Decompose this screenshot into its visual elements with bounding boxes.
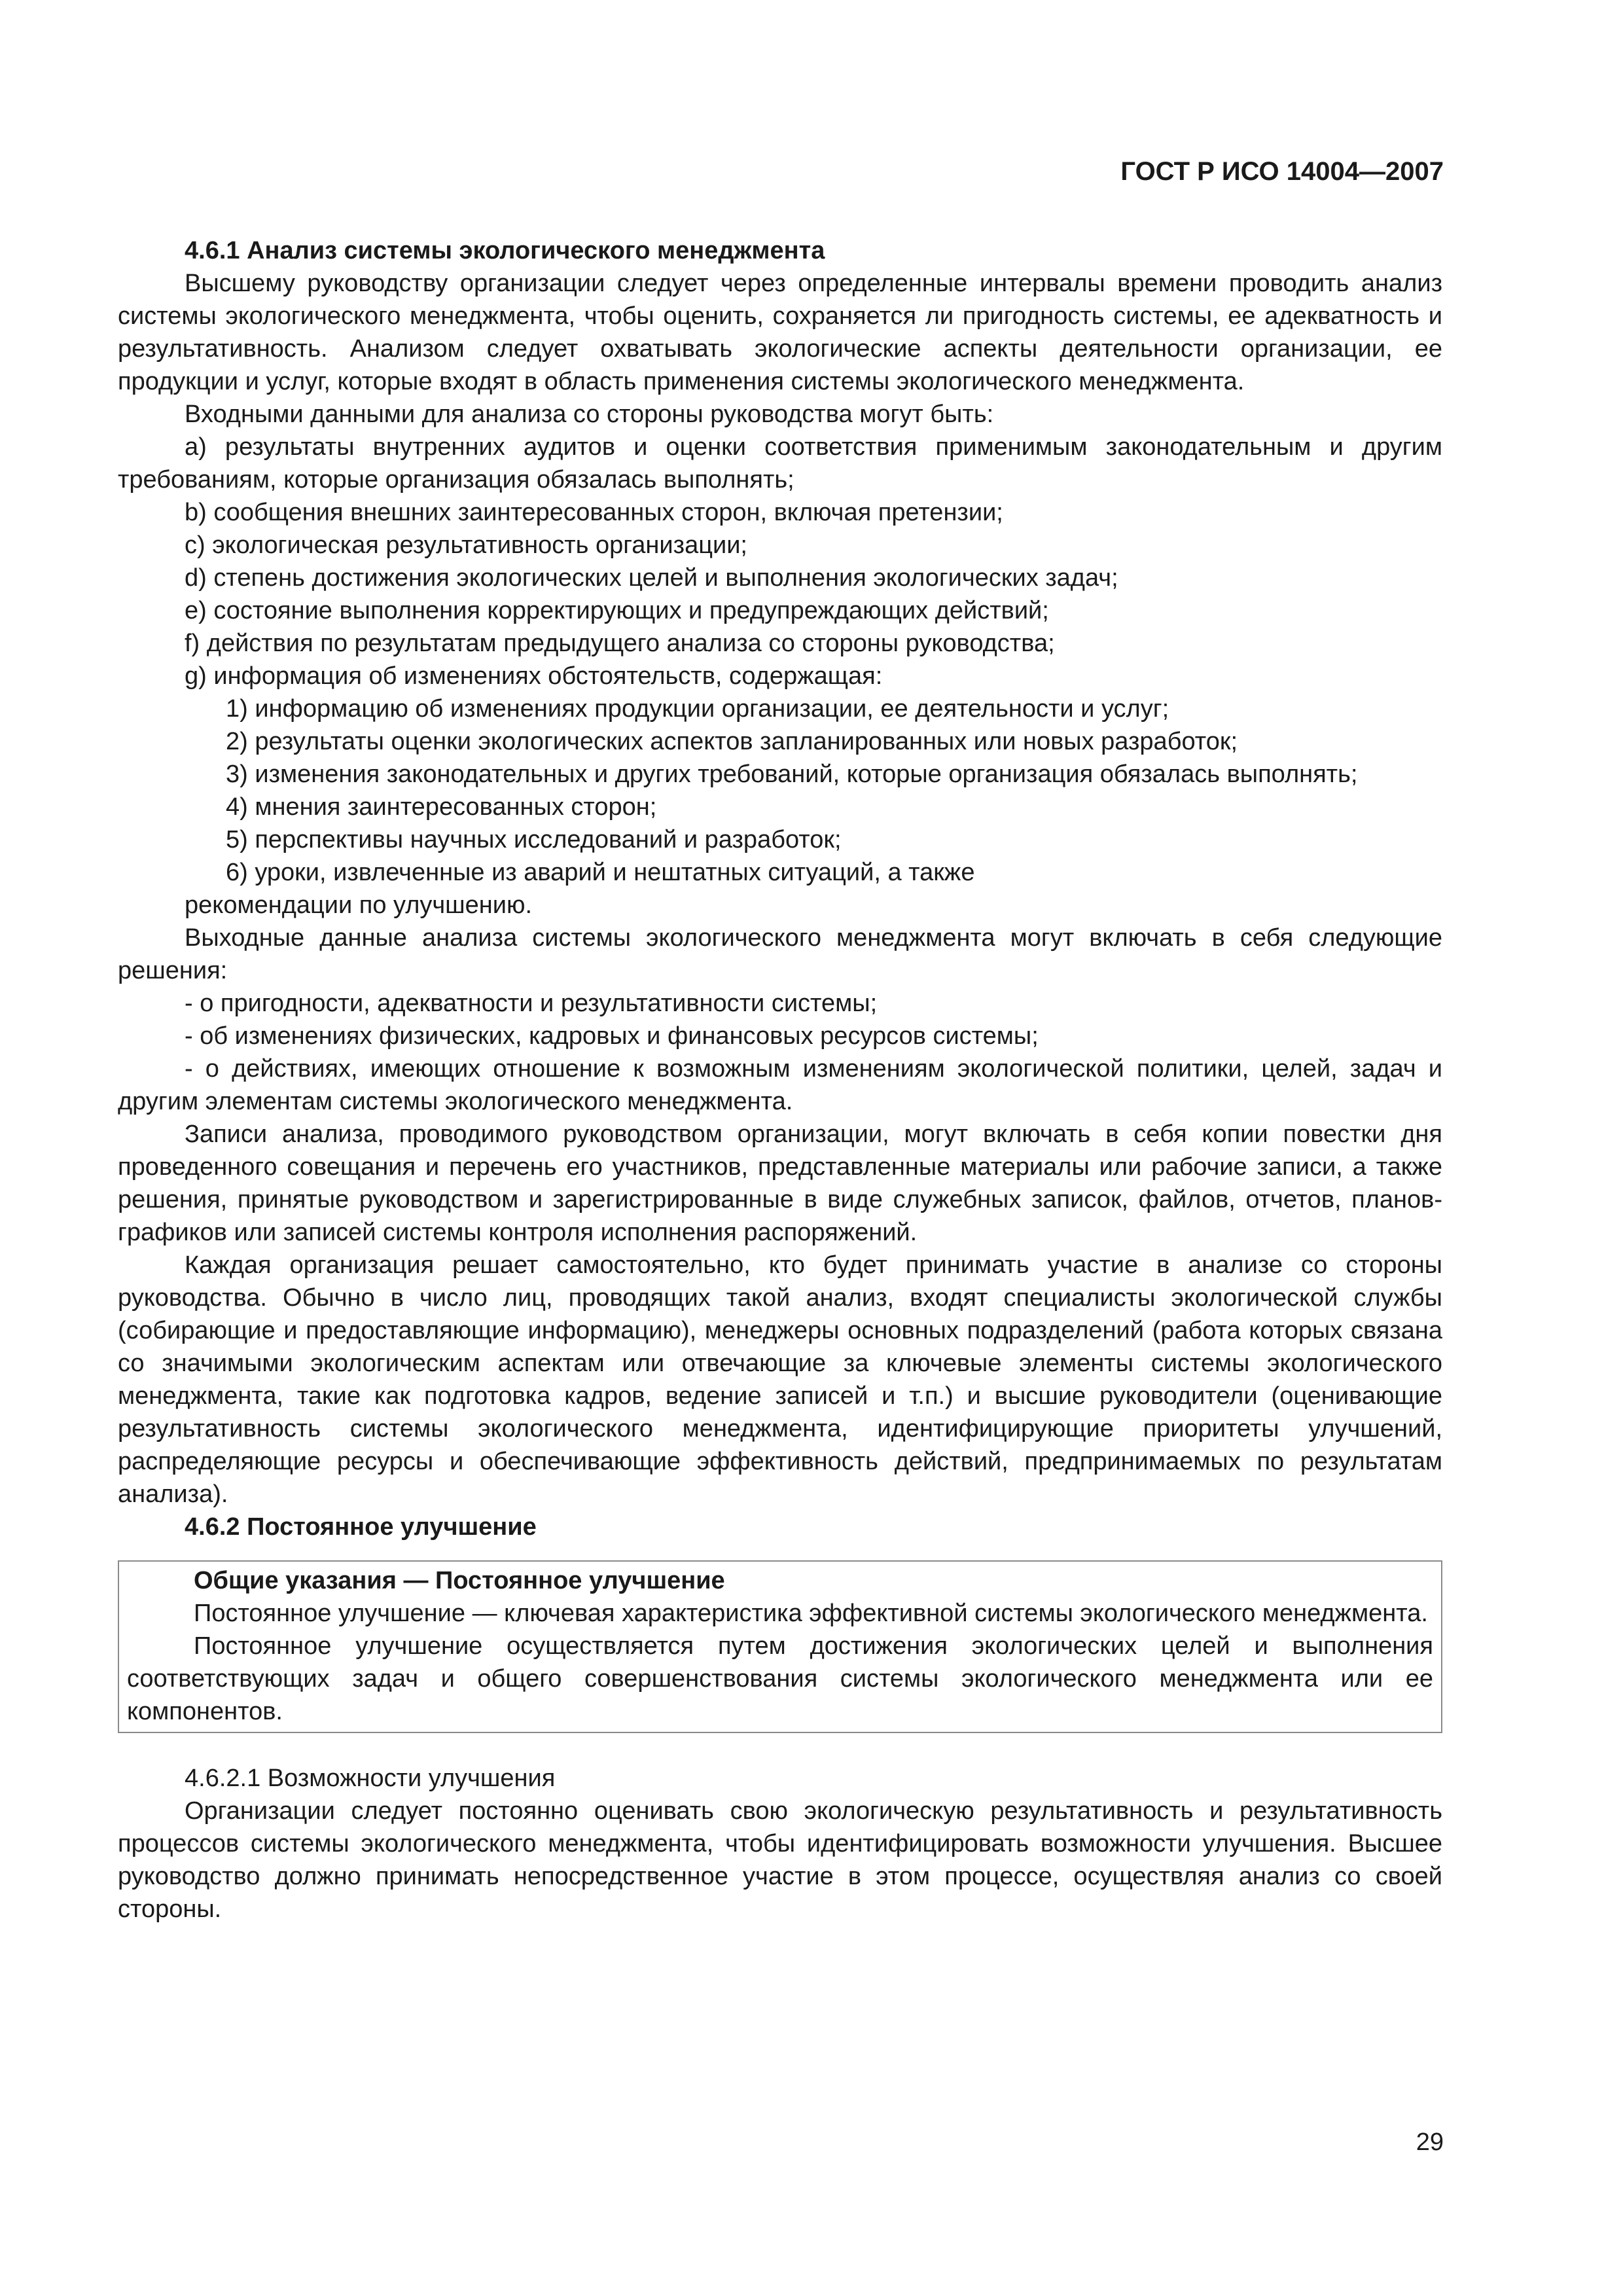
sub-list-item: 6) уроки, извлеченные из аварий и нештатных ситуаций, а также — [226, 859, 975, 886]
list-item: g) информация об изменениях обстоятельств, содержащая: — [185, 662, 883, 690]
guidance-paragraph: Постоянное улучшение — ключевая характеристика эффективной системы экологического менеджмента. — [194, 1600, 1428, 1627]
list-item: b) сообщения внешних заинтересованных сторон, включая претензии; — [185, 499, 1003, 526]
dash-item: - о действиях, имеющих отношение к возможным изменениям экологической политики, целей, задач и другим элементам системы экологического менеджмента. — [118, 1055, 1442, 1115]
sub-list-item: 5) перспективы научных исследований и разработок; — [226, 826, 842, 853]
paragraph: Организации следует постоянно оценивать свою экологическую результативность и результативность процессов системы экологического менеджмента, чтобы идентифицировать возможности улучшения. Высшее руководство должно принимать непосредственное участие в этом процессе, осуществляя анализ со своей стороны. — [118, 1797, 1442, 1923]
sub-list-item: 1) информацию об изменениях продукции организации, ее деятельности и услуг; — [226, 695, 1169, 723]
sub-list-item: 4) мнения заинтересованных сторон; — [226, 793, 657, 821]
guidance-box-title: Общие указания — Постоянное улучшение — [194, 1567, 725, 1594]
list-item: с) экологическая результативность организации; — [185, 531, 747, 559]
section-heading-4-6-1: 4.6.1 Анализ системы экологического менеджмента — [185, 237, 825, 264]
paragraph: Входными данными для анализа со стороны руководства могут быть: — [185, 401, 994, 428]
paragraph: Каждая организация решает самостоятельно, кто будет принимать участие в анализе со стороны руководства. Обычно в число лиц, проводящих такой анализ, входят специалисты экологической службы (собирающие и предоставляющие информацию), менеджеры основных подразделений (работа которых связана со значимыми экологическим аспектам или отвечающие за ключевые элементы системы экологического менеджмента, такие как подготовка кадров, ведение записей и т.п.) и высшие руководители (оценивающие результативность системы экологического менеджмента, идентифицирующие приоритеты улучшений, распределяющие ресурсы и обеспечивающие эффективность действий, предпринимаемых по результатам анализа). — [118, 1251, 1442, 1508]
dash-item: - об изменениях физических, кадровых и финансовых ресурсов системы; — [185, 1022, 1039, 1050]
list-item: а) результаты внутренних аудитов и оценки соответствия применимым законодательным и другим требованиям, которые организация обязалась выполнять; — [118, 433, 1442, 493]
paragraph: Выходные данные анализа системы экологического менеджмента могут включать в себя следующие решения: — [118, 924, 1442, 984]
paragraph: Записи анализа, проводимого руководством организации, могут включать в себя копии повестки дня проведенного совещания и перечень его участников, представленные материалы или рабочие записи, а также решения, принятые руководством и зарегистрированные в виде служебных записок, файлов, отчетов, планов-графиков или записей системы контроля исполнения распоряжений. — [118, 1121, 1442, 1246]
list-item: f) действия по результатам предыдущего анализа со стороны руководства; — [185, 630, 1055, 657]
section-heading-4-6-2: 4.6.2 Постоянное улучшение — [185, 1513, 537, 1541]
subsection-heading-4-6-2-1: 4.6.2.1 Возможности улучшения — [185, 1765, 556, 1792]
sub-list-item: 2) результаты оценки экологических аспектов запланированных или новых разработок; — [226, 728, 1238, 755]
page-number: 29 — [1416, 2128, 1444, 2156]
list-item: рекомендации по улучшению. — [185, 891, 533, 919]
paragraph: Высшему руководству организации следует через определенные интервалы времени проводить анализ системы экологического менеджмента, чтобы оценить, сохраняется ли пригодность системы, ее адекватность и результативность. Анализом следует охватывать экологические аспекты деятельности организации, ее продукции и услуг, которые входят в область применения системы экологического менеджмента. — [118, 270, 1442, 395]
list-item: d) степень достижения экологических целей и выполнения экологических задач; — [185, 564, 1118, 592]
guidance-paragraph: Постоянное улучшение осуществляется путем достижения экологических целей и выполнения соответствующих задач и общего совершенствования системы экологического менеджмента или ее компонентов. — [127, 1632, 1433, 1725]
dash-item: - о пригодности, адекватности и результативности системы; — [185, 990, 878, 1017]
sub-list-item: 3) изменения законодательных и других требований, которые организация обязалась выполнять; — [226, 761, 1358, 788]
list-item: е) состояние выполнения корректирующих и предупреждающих действий; — [185, 597, 1049, 624]
guidance-box — [118, 1560, 1442, 1733]
page-body — [118, 234, 1442, 1926]
standard-designation: ГОСТ Р ИСО 14004—2007 — [1120, 157, 1444, 186]
